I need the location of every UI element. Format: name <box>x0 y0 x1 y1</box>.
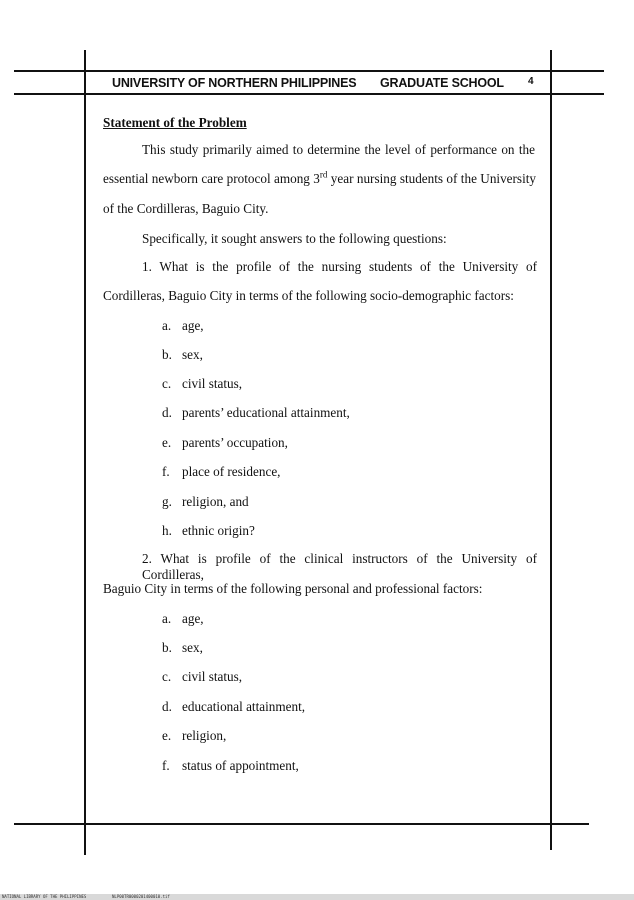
left-margin-rule <box>84 50 86 855</box>
q1-item-text: age, <box>182 318 204 333</box>
q2-item-text: status of appointment, <box>182 758 299 773</box>
q1-item-label: e. <box>162 435 172 450</box>
q2-item-label: a. <box>162 611 172 626</box>
q1-item-a <box>162 318 204 334</box>
q2-item-label: d. <box>162 699 172 714</box>
q1-item-label: a. <box>162 318 172 333</box>
scan-footer-library: NATIONAL LIBRARY OF THE PHILIPPINES <box>2 894 87 899</box>
q2-item-e <box>162 728 226 744</box>
q2-item-a <box>162 611 204 627</box>
paragraph1-line3: of the Cordilleras, Baguio City. <box>103 201 269 216</box>
right-margin-rule <box>550 50 552 850</box>
q2-item-text: age, <box>182 611 204 626</box>
q1-item-label: c. <box>162 376 172 391</box>
q1-item-text: religion, and <box>182 494 249 509</box>
page-number: 4 <box>528 76 534 87</box>
q1-item-label: f. <box>162 464 170 479</box>
q1-item-h <box>162 523 255 539</box>
q2-item-d <box>162 699 305 715</box>
paragraph1-line2 <box>103 171 536 187</box>
question1-line1: 1. What is the profile of the nursing students of the University of <box>142 259 537 274</box>
q1-item-e <box>162 435 288 451</box>
scan-footer-code: NLP00TR0000201400010.tif <box>112 894 170 899</box>
university-name: UNIVERSITY OF NORTHERN PHILIPPINES <box>112 76 357 90</box>
paragraph1-line2-post: year nursing students of the University <box>327 171 536 186</box>
paragraph1-line2-pre: essential newborn care protocol among 3 <box>103 171 320 186</box>
q2-item-text: religion, <box>182 728 227 743</box>
ordinal-superscript: rd <box>319 169 328 180</box>
q1-item-f <box>162 464 280 480</box>
question1-line2: Cordilleras, Baguio City in terms of the following socio-demographic factors: <box>103 288 514 303</box>
q2-item-label: c. <box>162 669 172 684</box>
header-top-rule <box>14 70 604 72</box>
specifically-line: Specifically, it sought answers to the following questions: <box>142 231 447 246</box>
q1-item-text: parents’ educational attainment, <box>182 405 350 420</box>
header-bottom-rule <box>14 93 604 95</box>
q2-item-label: e. <box>162 728 172 743</box>
q1-item-text: place of residence, <box>182 464 281 479</box>
section-title: Statement of the Problem <box>103 115 247 130</box>
q1-item-label: g. <box>162 494 172 509</box>
q1-item-d <box>162 405 350 421</box>
q2-item-text: educational attainment, <box>182 699 306 714</box>
q1-item-b <box>162 347 203 363</box>
q2-item-text: civil status, <box>182 669 243 684</box>
q1-item-label: h. <box>162 523 172 538</box>
q2-item-b <box>162 640 203 656</box>
scan-footer-strip <box>0 894 634 900</box>
question2-line1: 2. What is profile of the clinical instructors of the University of Cordilleras, <box>142 551 537 582</box>
q1-item-text: sex, <box>182 347 203 362</box>
q1-item-g <box>162 494 249 510</box>
q1-item-text: ethnic origin? <box>182 523 255 538</box>
q1-item-text: parents’ occupation, <box>182 435 288 450</box>
q2-item-label: f. <box>162 758 170 773</box>
q1-item-c <box>162 376 242 392</box>
q2-item-f <box>162 758 299 774</box>
footer-rule <box>14 823 589 825</box>
q2-item-c <box>162 669 242 685</box>
paragraph1-line1: This study primarily aimed to determine the level of performance on the <box>142 142 535 157</box>
q1-item-text: civil status, <box>182 376 243 391</box>
question2-line2: Baguio City in terms of the following personal and professional factors: <box>103 581 483 596</box>
school-name: GRADUATE SCHOOL <box>380 76 504 90</box>
q1-item-label: b. <box>162 347 172 362</box>
q2-item-label: b. <box>162 640 172 655</box>
q1-item-label: d. <box>162 405 172 420</box>
q2-item-text: sex, <box>182 640 203 655</box>
